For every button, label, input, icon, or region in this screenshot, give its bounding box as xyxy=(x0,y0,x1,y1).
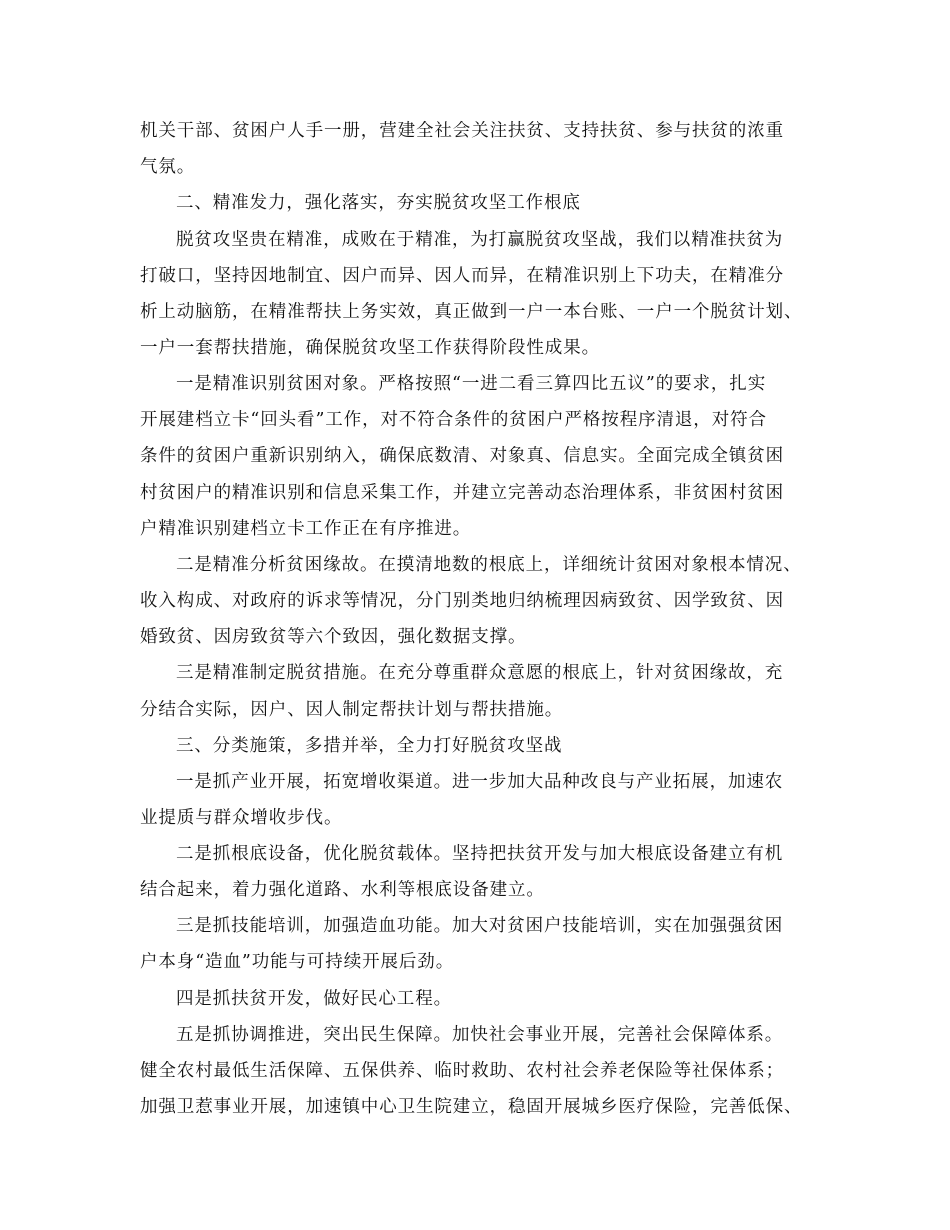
text-line: 婚致贫、因房致贫等六个致因，强化数据支撑。 xyxy=(140,627,527,647)
text-line: 二是抓根底设备，优化脱贫载体。坚持把扶贫开发与加大根底设备建立有机 xyxy=(176,844,784,864)
text-line: 四是抓扶贫开发，做好民心工程。 xyxy=(176,989,452,1009)
text-line: 分结合实际，因户、因人制定帮扶计划与帮扶措施。 xyxy=(140,700,564,720)
text-line: 打破口，坚持因地制宜、因户而异、因人而异，在精准识别上下功夫，在精准分 xyxy=(140,266,784,286)
section-heading: 二、精准发力，强化落实，夯实脱贫攻坚工作根底 xyxy=(176,193,581,213)
text-line: 一户一套帮扶措施，确保脱贫攻坚工作获得阶段性成果。 xyxy=(140,338,600,358)
text-line: 健全农村最低生活保障、五保供养、临时救助、农村社会养老保险等社保体系； xyxy=(140,1061,784,1081)
text-line: 析上动脑筋，在精准帮扶上务实效，真正做到一户一本台账、一户一个脱贫计划、 xyxy=(140,302,803,322)
text-line: 户精准识别建档立卡工作正在有序推进。 xyxy=(140,519,472,539)
text-line: 村贫困户的精准识别和信息采集工作，并建立完善动态治理体系，非贫困村贫困 xyxy=(140,483,784,503)
text-line: 开展建档立卡“回头看”工作，对不符合条件的贫困户严格按程序清退，对符合 xyxy=(140,410,767,430)
text-line: 加强卫惹事业开展，加速镇中心卫生院建立，稳固开展城乡医疗保险，完善低保、 xyxy=(140,1097,803,1117)
text-line: 五是抓协调推进，突出民生保障。加快社会事业开展，完善社会保障体系。 xyxy=(176,1025,784,1045)
text-line: 气氛。 xyxy=(140,157,196,177)
text-line: 业提质与群众增收步伐。 xyxy=(140,808,343,828)
text-line: 一是抓产业开展，拓宽增收渠道。进一步加大品种改良与产业拓展，加速农 xyxy=(176,772,784,792)
text-line: 条件的贫困户重新识别纳入，确保底数清、对象真、信息实。全面完成全镇贫困 xyxy=(140,446,784,466)
text-line: 结合起来，着力强化道路、水利等根底设备建立。 xyxy=(140,880,545,900)
text-line: 二是精准分析贫困缘故。在摸清地数的根底上，详细统计贫困对象根本情况、 xyxy=(176,555,802,575)
text-line: 收入构成、对政府的诉求等情况，分门别类地归纳梳理因病致贫、因学致贫、因 xyxy=(140,591,784,611)
text-line: 三是精准制定脱贫措施。在充分尊重群众意愿的根底上，针对贫困缘故，充 xyxy=(176,663,784,683)
text-line: 户本身“造血”功能与可持续开展后劲。 xyxy=(140,952,455,972)
text-line: 脱贫攻坚贵在精准，成败在于精准，为打赢脱贫攻坚战，我们以精准扶贫为 xyxy=(176,230,784,250)
section-heading: 三、分类施策，多措并举，全力打好脱贫攻坚战 xyxy=(176,736,563,756)
text-line: 一是精准识别贫困对象。严格按照“一进二看三算四比五议”的要求，扎实 xyxy=(176,374,767,394)
text-line: 机关干部、贫困户人手一册，营建全社会关注扶贫、支持扶贫、参与扶贫的浓重 xyxy=(140,121,784,141)
text-line: 三是抓技能培训，加强造血功能。加大对贫困户技能培训，实在加强强贫困 xyxy=(176,916,784,936)
